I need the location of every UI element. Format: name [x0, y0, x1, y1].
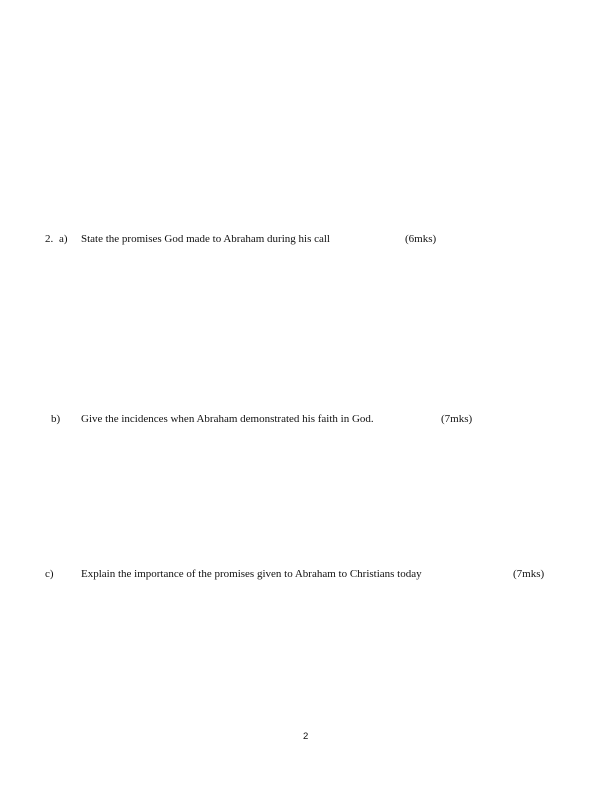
- question-number: 2.: [45, 233, 54, 245]
- question-part-label: c): [45, 568, 54, 580]
- question-marks: (6mks): [405, 233, 437, 245]
- question-text: Give the incidences when Abraham demonstrated his faith in God.: [81, 413, 374, 425]
- question-marks: (7mks): [441, 413, 473, 425]
- question-part-label: a): [59, 233, 68, 245]
- question-marks: (7mks): [513, 568, 545, 580]
- page-number: 2: [303, 731, 309, 742]
- question-text: State the promises God made to Abraham during his call: [81, 233, 330, 245]
- question-part-label: b): [51, 413, 61, 425]
- question-text: Explain the importance of the promises given to Abraham to Christians today: [81, 568, 422, 580]
